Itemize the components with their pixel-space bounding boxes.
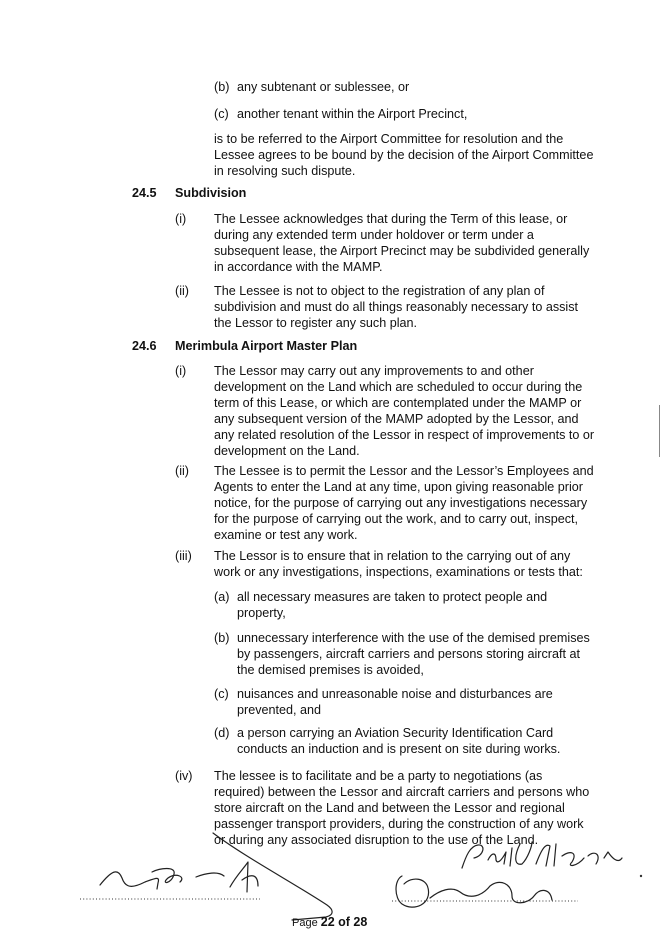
clause-line: subsequent lease, the Airport Precinct may be subdivided generally [214,244,590,258]
sub-item-line: conducts an induction and is present on site during works. [237,742,561,756]
list-marker-c: (c) [214,107,229,121]
sub-item-line: all necessary measures are taken to protect people and [237,590,548,604]
clause-line: or during any associated disruption to the use of the Land. [214,833,539,847]
signature-dotted-lines [80,875,642,901]
clause-line: development on the Land. [214,444,360,458]
sub-marker-b: (b) [214,631,230,645]
clause-line: for the purpose of carrying out the work, and to carry out, inspect, [214,512,579,526]
sub-item-line: property, [237,606,286,620]
clause-marker-iii: (iii) [175,549,192,563]
right-signature [462,842,622,868]
clause-line: notice, for the purpose of carrying out any investigations necessary [214,496,588,510]
clause-line: The Lessor is to ensure that in relation to the carrying out of any [214,549,571,563]
footer-of: of [334,915,354,929]
footer-prefix: Page [292,917,321,929]
section-number-24-6: 24.6 [132,339,157,353]
clause-line: The Lessee is not to object to the registration of any plan of [214,284,545,298]
section-title-master-plan: Merimbula Airport Master Plan [175,339,358,353]
clause-line: term of this Lease, or which are contemplated under the MAMP or [214,396,582,410]
clause-line: The lessee is to facilitate and be a party to negotiations (as [214,769,543,783]
clause-line: development on the Land which are scheduled to occur during the [214,380,583,394]
clause-line: in accordance with the MAMP. [214,260,383,274]
clause-marker-iv: (iv) [175,769,193,783]
clause-line: The Lessor may carry out any improvements to and other [214,364,534,378]
sub-marker-c: (c) [214,687,229,701]
sub-item-line: by passengers, aircraft carriers and persons storing aircraft at [237,647,580,661]
left-signature [100,862,258,892]
clause-line: The Lessee is to permit the Lessor and the Lessor’s Employees and [214,464,594,478]
list-marker-b: (b) [214,80,230,94]
clause-line: the Lessor to register any such plan. [214,316,418,330]
clause-line: subdivision and must do all things reasonably necessary to assist [214,300,579,314]
intro-paragraph-line: is to be referred to the Airport Committee for resolution and the [214,132,564,146]
clause-line: store aircraft on the Land and between the Lessor and regional [214,801,565,815]
page-footer [292,916,367,930]
section-title-subdivision: Subdivision [175,186,247,200]
intro-paragraph-line: Lessee agrees to be bound by the decision of the Airport Committee [214,148,594,162]
clause-line: any subsequent version of the MAMP adopted by the Lessor, and [214,412,579,426]
current-page-number: 22 [320,915,335,929]
intro-paragraph-line: in resolving such dispute. [214,164,356,178]
clause-line: required) between the Lessor and aircraft carriers and persons who [214,785,590,799]
list-item-c-text: another tenant within the Airport Precinct, [237,107,468,121]
clause-line: Agents to enter the Land at any time, upon giving reasonable prior [214,480,583,494]
sub-item-line: the demised premises is avoided, [237,663,424,677]
sub-marker-a: (a) [214,590,230,604]
sub-marker-d: (d) [214,726,230,740]
sub-item-line: nuisances and unreasonable noise and disturbances are [237,687,553,701]
clause-marker-i: (i) [175,364,187,378]
strike-line [213,833,332,920]
section-number-24-5: 24.5 [132,186,157,200]
clause-line: during any extended term under holdover or term under a [214,228,534,242]
sub-item-line: prevented, and [237,703,322,717]
clause-line: The Lessee acknowledges that during the Term of this lease, or [214,212,568,226]
clause-line: examine or test any work. [214,528,358,542]
sub-item-line: unnecessary interference with the use of the demised premises [237,631,590,645]
right-signature-lower [396,876,552,907]
clause-line: work or any investigations, inspections, examinations or tests that: [214,565,583,579]
clause-marker-ii: (ii) [175,284,189,298]
clause-marker-ii: (ii) [175,464,189,478]
sub-item-line: a person carrying an Aviation Security Identification Card [237,726,554,740]
list-item-b-text: any subtenant or sublessee, or [237,80,410,94]
clause-line: any related resolution of the Lessor in respect of improvements to or [214,428,595,442]
total-page-number: 28 [353,915,368,929]
clause-marker-i: (i) [175,212,187,226]
clause-line: passenger transport providers, during the construction of any work [214,817,584,831]
